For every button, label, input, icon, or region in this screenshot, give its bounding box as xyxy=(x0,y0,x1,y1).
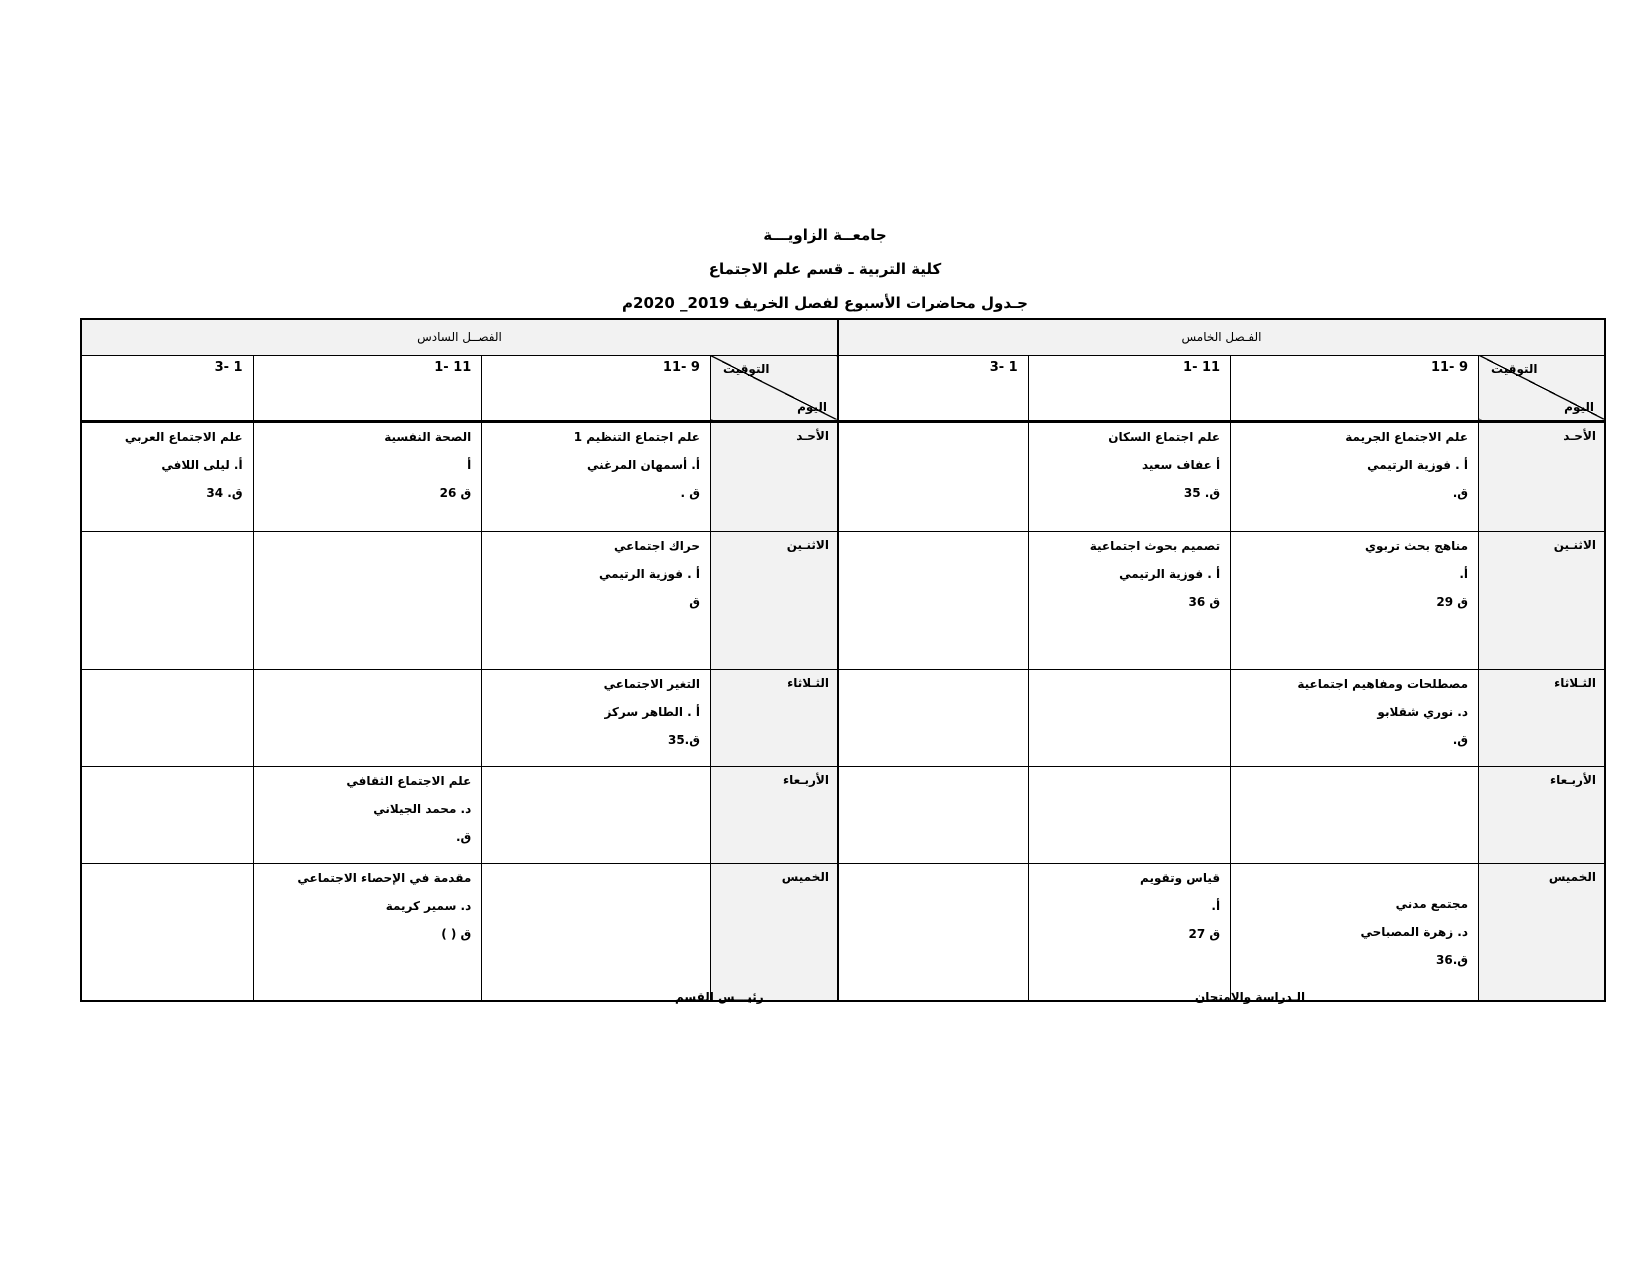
schedule-cell: مجتمع مدني د. زهرة المصباحي ق.36 xyxy=(1231,863,1479,1001)
schedule-cell: حراك اجتماعي أ . فوزية الرتيمي ق xyxy=(482,531,711,669)
schedule-cell: علم اجتماع السكان أ عفاف سعيد ق. 35 xyxy=(1028,421,1230,531)
department-head-signature: رئيـــس القسم xyxy=(675,990,764,1004)
corner-day-label: اليوم xyxy=(1564,399,1594,414)
corner-time-label: التوقيت xyxy=(722,361,770,376)
schedule-cell xyxy=(482,863,711,1001)
schedule-cell: علم اجتماع التنظيم 1 أ. أسمهان المرغني ق . xyxy=(482,421,711,531)
day-label: الأربـعاء xyxy=(1479,766,1605,863)
college-title: كلية التربية ـ قسم علم الاجتماع xyxy=(708,260,942,278)
university-title: جامعــة الزاويـــة xyxy=(763,226,887,244)
slot-header: 9 -11 xyxy=(1231,355,1479,421)
schedule-cell xyxy=(1028,766,1230,863)
exams-office-signature: الـدراسة والامتحان xyxy=(1195,990,1306,1004)
schedule-cell xyxy=(81,863,253,1001)
schedule-cell: علم الاجتماع الثقافي د. محمد الجيلاني ق. xyxy=(253,766,482,863)
schedule-cell xyxy=(81,766,253,863)
schedule-title: جـدول محاضرات الأسبوع لفصل الخريف 2019_ 2020م xyxy=(622,294,1028,312)
schedule-table xyxy=(80,318,1606,1002)
corner-cell-sixth xyxy=(710,355,838,421)
slot-header: 1 -3 xyxy=(81,355,253,421)
schedule-cell: تصميم بحوث اجتماعية أ . فوزية الرتيمي ق 36 xyxy=(1028,531,1230,669)
day-label: الخميس xyxy=(710,863,838,1001)
day-label: الثـلاثاء xyxy=(710,669,838,766)
schedule-cell xyxy=(838,863,1028,1001)
schedule-cell xyxy=(838,421,1028,531)
schedule-cell: مصطلحات ومفاهيم اجتماعية د. نوري شقلابو ق. xyxy=(1231,669,1479,766)
schedule-cell xyxy=(838,669,1028,766)
slot-header: 1 -3 xyxy=(838,355,1028,421)
day-label: الأحـد xyxy=(1479,421,1605,531)
day-label: الخميس xyxy=(1479,863,1605,1001)
corner-time-label: التوقيت xyxy=(1491,361,1538,376)
day-label: الاثنـين xyxy=(1479,531,1605,669)
schedule-cell xyxy=(838,531,1028,669)
schedule-cell xyxy=(482,766,711,863)
schedule-cell xyxy=(1028,669,1230,766)
day-label: الاثنـين xyxy=(710,531,838,669)
schedule-cell: قياس وتقويم أ. ق 27 xyxy=(1028,863,1230,1001)
schedule-cell xyxy=(838,766,1028,863)
schedule-cell xyxy=(1231,766,1479,863)
slot-header: 11 -1 xyxy=(253,355,482,421)
schedule-cell xyxy=(253,531,482,669)
semester-fifth-header: الفـصل الخامس xyxy=(838,319,1605,355)
schedule-cell: علم الاجتماع الجريمة أ . فوزية الرتيمي ق. xyxy=(1231,421,1479,531)
schedule-cell: مناهج بحث تربوي أ. ق 29 xyxy=(1231,531,1479,669)
schedule-cell xyxy=(81,531,253,669)
slot-header: 9 -11 xyxy=(482,355,711,421)
schedule-cell: الصحة النفسية أ ق 26 xyxy=(253,421,482,531)
schedule-cell: علم الاجتماع العربي أ. ليلى اللافي ق. 34 xyxy=(81,421,253,531)
semester-sixth-header: الفصــل السادس xyxy=(81,319,838,355)
schedule-cell xyxy=(253,669,482,766)
slot-header: 11 -1 xyxy=(1028,355,1230,421)
day-label: الأحـد xyxy=(710,421,838,531)
corner-day-label: اليوم xyxy=(797,399,827,414)
day-label: الثـلاثاء xyxy=(1479,669,1605,766)
schedule-cell: التغير الاجتماعي أ . الطاهر سركز ق.35 xyxy=(482,669,711,766)
day-label: الأربـعاء xyxy=(710,766,838,863)
schedule-cell xyxy=(81,669,253,766)
schedule-cell: مقدمة في الإحصاء الاجتماعي د. سمير كريمة ق ( ) xyxy=(253,863,482,1001)
corner-cell-fifth xyxy=(1479,355,1605,421)
